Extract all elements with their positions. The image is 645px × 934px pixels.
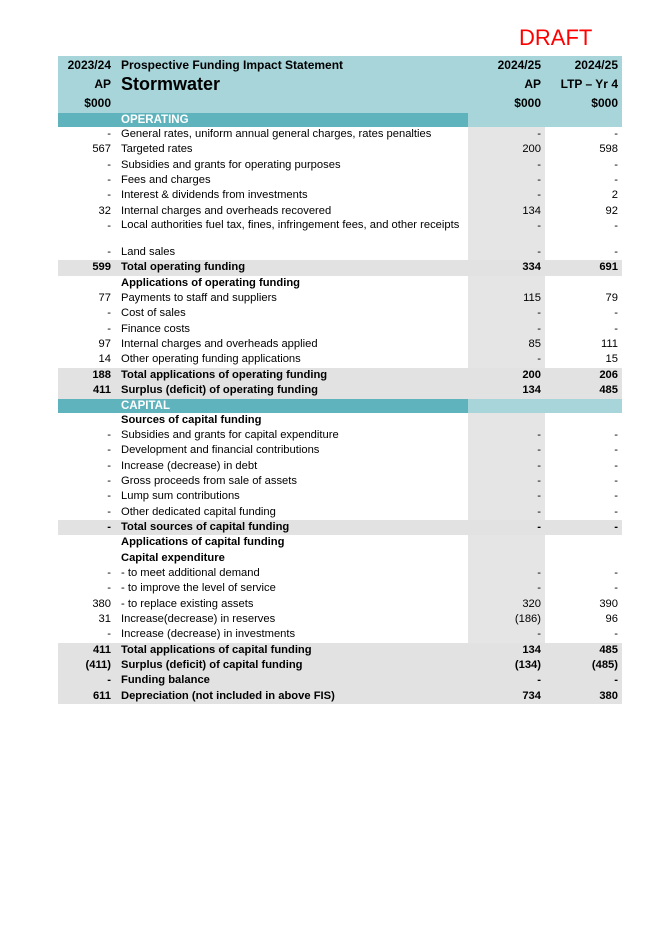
prev-year-value: 32 xyxy=(98,204,111,217)
prev-year-value: 14 xyxy=(98,353,111,366)
row-description: Increase (decrease) in investments xyxy=(121,628,296,641)
ltp-value: - xyxy=(614,505,618,518)
ltp-value xyxy=(545,413,622,428)
header-row-basis xyxy=(58,75,622,94)
header-units-blank xyxy=(115,94,468,113)
prev-year-value: - xyxy=(107,428,111,441)
funding-impact-statement-table xyxy=(58,56,622,704)
ap-value: - xyxy=(468,489,545,504)
table-row xyxy=(58,428,622,443)
row-description: Subsidies and grants for capital expenditure xyxy=(121,428,339,441)
ltp-value: 15 xyxy=(605,353,618,366)
row-description: - to improve the level of service xyxy=(121,582,276,595)
ap-value: 115 xyxy=(468,291,545,306)
ltp-value: 79 xyxy=(605,292,618,305)
prev-year-value: 599 xyxy=(58,260,115,275)
ltp-value: 390 xyxy=(599,597,618,610)
prev-year-value: - xyxy=(107,444,111,457)
subheading-row xyxy=(58,276,622,291)
table-row xyxy=(58,142,622,157)
prev-year-value: 31 xyxy=(98,612,111,625)
prev-year-value: - xyxy=(107,128,111,140)
table-row xyxy=(58,188,622,203)
ap-value: - xyxy=(468,459,545,474)
prev-year-value: 188 xyxy=(58,368,115,383)
row-description: Total sources of capital funding xyxy=(115,520,468,535)
table-row xyxy=(58,204,622,219)
total-row xyxy=(58,260,622,275)
row-description: Other dedicated capital funding xyxy=(121,505,276,518)
row-description: Total operating funding xyxy=(115,260,468,275)
prev-year-value: - xyxy=(107,189,111,202)
prev-year-value: 97 xyxy=(98,338,111,351)
ltp-value: 2 xyxy=(611,189,618,202)
table-row xyxy=(58,245,622,260)
row-description: Cost of sales xyxy=(121,307,186,320)
ap-value: - xyxy=(468,520,545,535)
table-body xyxy=(58,56,622,704)
ap-value: - xyxy=(468,352,545,367)
table-row xyxy=(58,306,622,321)
ap-value: 734 xyxy=(468,689,545,704)
ap-value: 134 xyxy=(468,383,545,398)
prev-year-value xyxy=(58,276,115,291)
ltp-value: - xyxy=(614,459,618,472)
ltp-value: 111 xyxy=(600,338,618,351)
total-row xyxy=(58,368,622,383)
row-description: Interest & dividends from investments xyxy=(121,189,308,202)
row-description: Fees and charges xyxy=(121,174,211,187)
ap-value: - xyxy=(468,505,545,520)
draft-watermark: DRAFT xyxy=(519,25,593,50)
ap-value: 85 xyxy=(468,337,545,352)
subheading-row xyxy=(58,551,622,566)
ltp-value: - xyxy=(614,307,618,320)
ap-value: - xyxy=(468,158,545,173)
table-row xyxy=(58,173,622,188)
ap-value: - xyxy=(468,566,545,581)
row-description: Increase(decrease) in reserves xyxy=(121,612,276,625)
row-description: Total applications of capital funding xyxy=(115,643,468,658)
section-cell xyxy=(545,399,622,413)
ap-value: 320 xyxy=(468,597,545,612)
ltp-value: - xyxy=(614,246,618,259)
prev-year-value: - xyxy=(58,520,115,535)
row-description: Sources of capital funding xyxy=(121,413,262,426)
prev-year-value: - xyxy=(107,322,111,335)
row-description: Applications of operating funding xyxy=(121,276,300,289)
ap-value: - xyxy=(468,673,545,688)
prev-year-value: - xyxy=(107,474,111,487)
ap-value: - xyxy=(468,581,545,596)
section-operating xyxy=(58,113,622,127)
ap-value: - xyxy=(468,627,545,642)
ap-value xyxy=(468,413,545,428)
row-description: Targeted rates xyxy=(121,143,193,156)
table-row xyxy=(58,505,622,520)
header-row-units xyxy=(58,94,622,113)
prev-year-value: 567 xyxy=(92,143,111,156)
row-description: Other operating funding applications xyxy=(121,353,301,366)
ltp-value xyxy=(545,276,622,291)
prev-year-value: - xyxy=(58,673,115,688)
row-description: Subsidies and grants for operating purposes xyxy=(121,158,341,171)
ltp-value: - xyxy=(614,474,618,487)
ltp-value: - xyxy=(614,444,618,457)
row-description: Land sales xyxy=(121,246,176,259)
section-cell xyxy=(468,113,545,127)
row-description: - to meet additional demand xyxy=(121,566,260,579)
ltp-value: - xyxy=(614,582,618,595)
header-ltp-units: $000 xyxy=(545,94,622,113)
row-description: Surplus (deficit) of operating funding xyxy=(115,383,468,398)
prev-year-value: - xyxy=(107,158,111,171)
ap-value: - xyxy=(468,428,545,443)
prev-year-value: - xyxy=(107,490,111,503)
ltp-value: - xyxy=(614,566,618,579)
prev-year-value: 611 xyxy=(58,689,115,704)
row-description: Total applications of operating funding xyxy=(115,368,468,383)
ltp-value: 485 xyxy=(545,383,622,398)
ltp-value: 691 xyxy=(545,260,622,275)
total-row xyxy=(58,658,622,673)
prev-year-value: 77 xyxy=(98,292,111,305)
subheading-row xyxy=(58,535,622,550)
ap-value: 134 xyxy=(468,643,545,658)
ap-value: - xyxy=(468,219,545,245)
ap-value: (134) xyxy=(468,658,545,673)
ap-value xyxy=(468,535,545,550)
ap-value: 200 xyxy=(468,142,545,157)
ap-value: - xyxy=(468,245,545,260)
table-row xyxy=(58,322,622,337)
row-description: Capital expenditure xyxy=(121,551,225,564)
ap-value: - xyxy=(468,322,545,337)
ltp-value: - xyxy=(614,490,618,503)
ltp-value: 380 xyxy=(545,689,622,704)
prev-year-value: 411 xyxy=(58,383,115,398)
ltp-value: 598 xyxy=(599,143,618,156)
ap-value: 334 xyxy=(468,260,545,275)
ltp-value: - xyxy=(614,220,618,233)
section-cell xyxy=(468,399,545,413)
row-description: Funding balance xyxy=(115,673,468,688)
ap-value: 200 xyxy=(468,368,545,383)
row-description: Internal charges and overheads applied xyxy=(121,338,318,351)
header-row-year xyxy=(58,56,622,75)
row-description: Surplus (deficit) of capital funding xyxy=(115,658,468,673)
header-ltp-basis: LTP – Yr 4 xyxy=(545,75,622,94)
total-row xyxy=(58,383,622,398)
prev-year-value: - xyxy=(107,628,111,641)
prev-year-value: - xyxy=(107,582,111,595)
row-description: Depreciation (not included in above FIS) xyxy=(115,689,468,704)
table-row xyxy=(58,581,622,596)
table-row xyxy=(58,127,622,142)
table-row xyxy=(58,337,622,352)
table-row xyxy=(58,597,622,612)
header-ap-basis: AP xyxy=(468,75,545,94)
table-row xyxy=(58,612,622,627)
prev-year-value: - xyxy=(107,459,111,472)
section-heading: CAPITAL xyxy=(115,399,468,413)
section-cell xyxy=(58,399,115,413)
prev-year-value xyxy=(58,413,115,428)
ltp-value: 485 xyxy=(545,643,622,658)
table-row xyxy=(58,489,622,504)
prev-year-value: - xyxy=(107,505,111,518)
total-row xyxy=(58,673,622,688)
ap-value xyxy=(468,551,545,566)
table-row xyxy=(58,291,622,306)
header-ap-year: 2024/25 xyxy=(468,56,545,75)
prev-year-value: - xyxy=(107,307,111,320)
row-description: Finance costs xyxy=(121,322,191,335)
header-prev-units: $000 xyxy=(58,94,115,113)
ap-value: - xyxy=(468,474,545,489)
row-description: Internal charges and overheads recovered xyxy=(121,204,332,217)
header-ltp-year: 2024/25 xyxy=(545,56,622,75)
ltp-value xyxy=(545,551,622,566)
section-cell xyxy=(545,113,622,127)
ap-value: 134 xyxy=(468,204,545,219)
prev-year-value: - xyxy=(107,174,111,187)
table-row xyxy=(58,566,622,581)
row-description: Increase (decrease) in debt xyxy=(121,459,258,472)
ltp-value: - xyxy=(614,322,618,335)
ltp-value: 96 xyxy=(605,612,618,625)
table-row xyxy=(58,219,622,245)
section-cell xyxy=(58,113,115,127)
prev-year-value xyxy=(58,535,115,550)
ltp-value: - xyxy=(614,174,618,187)
ltp-value: (485) xyxy=(545,658,622,673)
section-heading: OPERATING xyxy=(115,113,468,127)
ap-value: - xyxy=(468,443,545,458)
prev-year-value: 411 xyxy=(58,643,115,658)
section-capital xyxy=(58,399,622,413)
row-description: Local authorities fuel tax, fines, infringement fees, and other receipts xyxy=(121,219,460,232)
prev-year-value: - xyxy=(107,566,111,579)
ltp-value: - xyxy=(545,520,622,535)
prev-year-value: - xyxy=(107,246,111,259)
subheading-row xyxy=(58,413,622,428)
header-ap-units: $000 xyxy=(468,94,545,113)
ltp-value: - xyxy=(545,673,622,688)
total-row xyxy=(58,520,622,535)
table-row xyxy=(58,443,622,458)
ap-value: - xyxy=(468,173,545,188)
ap-value xyxy=(468,276,545,291)
row-description: Applications of capital funding xyxy=(121,536,285,549)
row-description: Development and financial contributions xyxy=(121,444,320,457)
ltp-value xyxy=(545,535,622,550)
ltp-value: 92 xyxy=(605,204,618,217)
table-row xyxy=(58,459,622,474)
row-description: Gross proceeds from sale of assets xyxy=(121,474,297,487)
ap-value: - xyxy=(468,306,545,321)
ap-value: (186) xyxy=(468,612,545,627)
row-description: - to replace existing assets xyxy=(121,597,254,610)
row-description: General rates, uniform annual general charges, rates penalties xyxy=(121,128,432,140)
header-prev-year: 2023/24 xyxy=(58,56,115,75)
ltp-value: - xyxy=(614,158,618,171)
row-description: Payments to staff and suppliers xyxy=(121,292,277,305)
ltp-value: - xyxy=(614,428,618,441)
ltp-value: - xyxy=(614,628,618,641)
prev-year-value: - xyxy=(107,220,111,233)
table-row xyxy=(58,627,622,642)
row-description: Lump sum contributions xyxy=(121,490,240,503)
table-row xyxy=(58,352,622,367)
prev-year-value: 380 xyxy=(92,597,111,610)
ap-value: - xyxy=(468,188,545,203)
prev-year-value: (411) xyxy=(58,658,115,673)
prev-year-value xyxy=(58,551,115,566)
ltp-value: 206 xyxy=(545,368,622,383)
ltp-value: - xyxy=(614,128,618,140)
ap-value: - xyxy=(468,127,545,142)
total-row xyxy=(58,643,622,658)
table-row xyxy=(58,158,622,173)
total-row xyxy=(58,689,622,704)
activity-title: Stormwater xyxy=(115,75,468,94)
header-prev-basis: AP xyxy=(58,75,115,94)
statement-title: Prospective Funding Impact Statement xyxy=(115,56,468,75)
table-row xyxy=(58,474,622,489)
